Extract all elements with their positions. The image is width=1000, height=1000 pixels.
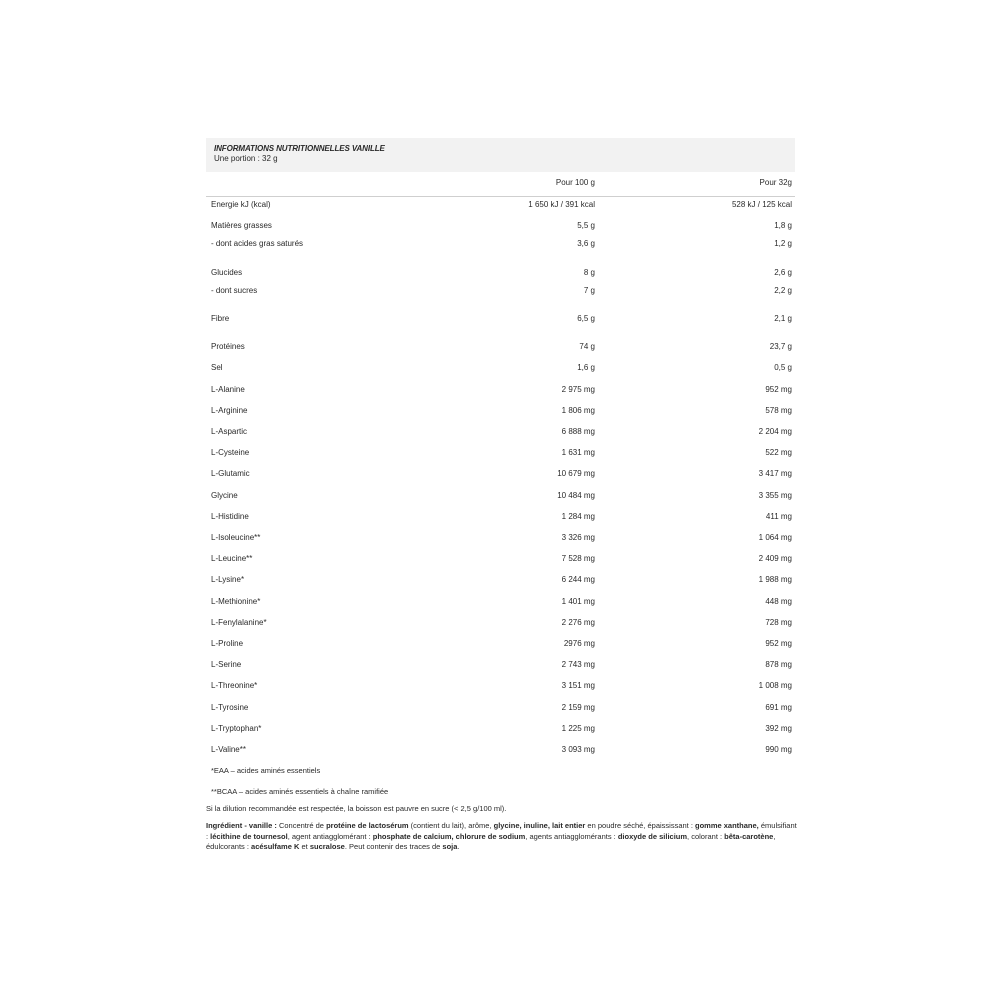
row-value-per100: 2 159 mg xyxy=(561,703,595,712)
row-label: L-Threonine* xyxy=(211,681,258,690)
row-value-per100: 7 g xyxy=(583,286,595,295)
ingredients-segment: en poudre séché, épaississant : xyxy=(585,821,695,830)
ingredients-segment: émulsifiant : xyxy=(206,821,797,841)
row-value-per100: 6 244 mg xyxy=(561,575,595,584)
ingredient-highlight: dioxyde de silicium xyxy=(617,831,688,841)
row-value-per-serving: 878 mg xyxy=(765,660,792,669)
ingredients-segment: , agent antiagglomérant : xyxy=(287,831,373,841)
row-value-per-serving: 2,1 g xyxy=(774,314,792,323)
row-value-per-serving: 691 mg xyxy=(765,703,792,712)
row-value-per-serving: 1 988 mg xyxy=(758,575,792,584)
table-row xyxy=(206,659,795,671)
ingredients-segment: Concentré de xyxy=(278,821,327,830)
row-label: L-Aspartic xyxy=(211,427,248,436)
table-row xyxy=(206,574,795,586)
column-header-per100: Pour 100 g xyxy=(555,178,595,187)
ingredient-highlight: sucralose xyxy=(309,842,345,851)
ingredient-highlight: lécithine de tournesol xyxy=(210,831,288,841)
table-row xyxy=(206,405,795,417)
table-row xyxy=(206,426,795,438)
ingredient-highlight: bêta-carotène xyxy=(724,831,774,841)
table-row xyxy=(206,238,795,250)
table-row xyxy=(206,199,795,211)
row-value-per100: 10 484 mg xyxy=(557,491,595,500)
table-row xyxy=(206,723,795,735)
row-label: L-Cysteine xyxy=(211,448,250,457)
dilution-note: Si la dilution recommandée est respectée, la boisson est pauvre en sucre (< 2,5 g/100 ml). xyxy=(206,804,507,813)
table-row xyxy=(206,596,795,608)
ingredients-segment: , agents antiagglomérants : xyxy=(525,831,618,841)
row-label: L-Tyrosine xyxy=(211,703,249,712)
table-row xyxy=(206,285,795,297)
table-row xyxy=(206,511,795,523)
table-row xyxy=(206,490,795,502)
row-value-per-serving: 448 mg xyxy=(765,597,792,606)
row-label: L-Proline xyxy=(211,639,244,648)
table-row xyxy=(206,220,795,232)
row-label: L-Valine** xyxy=(211,745,246,754)
row-label: L-Serine xyxy=(211,660,242,669)
row-label: Sel xyxy=(211,363,223,372)
table-row xyxy=(206,638,795,650)
ingredient-highlight: phosphate de calcium, chlorure de sodium xyxy=(372,831,526,841)
row-value-per100: 2976 mg xyxy=(563,639,595,648)
table-row xyxy=(206,553,795,565)
row-value-per-serving: 990 mg xyxy=(765,745,792,754)
row-label: L-Leucine** xyxy=(211,554,253,563)
row-value-per100: 6,5 g xyxy=(577,314,595,323)
table-row xyxy=(206,341,795,353)
row-value-per-serving: 1,2 g xyxy=(774,239,792,248)
row-value-per-serving: 1 008 mg xyxy=(758,681,792,690)
row-value-per100: 1 401 mg xyxy=(561,597,595,606)
row-value-per-serving: 23,7 g xyxy=(769,342,792,351)
column-header-per-serving: Pour 32g xyxy=(759,178,792,187)
row-value-per100: 5,5 g xyxy=(577,221,595,230)
ingredients-segment: et xyxy=(299,842,310,851)
table-row xyxy=(206,532,795,544)
row-label: L-Lysine* xyxy=(211,575,245,584)
row-value-per-serving: 3 355 mg xyxy=(758,491,792,500)
ingredients-segment: . Peut contenir des traces de xyxy=(344,842,443,851)
table-row xyxy=(206,702,795,714)
eaa-note: *EAA – acides aminés essentiels xyxy=(211,766,321,775)
row-label: L-Tryptophan* xyxy=(211,724,262,733)
row-value-per100: 2 743 mg xyxy=(561,660,595,669)
table-row xyxy=(206,468,795,480)
row-label: L-Isoleucine** xyxy=(211,533,261,542)
row-value-per100: 7 528 mg xyxy=(561,554,595,563)
row-label: Glycine xyxy=(211,491,238,500)
row-value-per-serving: 952 mg xyxy=(765,639,792,648)
row-value-per100: 10 679 mg xyxy=(557,469,595,478)
row-value-per-serving: 578 mg xyxy=(765,406,792,415)
table-row xyxy=(206,384,795,396)
page-title: INFORMATIONS NUTRITIONNELLES VANILLE xyxy=(214,144,385,153)
row-value-per-serving: 392 mg xyxy=(765,724,792,733)
ingredients-segment: (contient du lait), arôme, xyxy=(408,821,494,830)
row-value-per100: 1 284 mg xyxy=(561,512,595,521)
row-value-per100: 1 806 mg xyxy=(561,406,595,415)
table-row xyxy=(206,680,795,692)
ingredient-highlight: glycine, inuline, lait entier xyxy=(493,821,586,830)
row-value-per-serving: 3 417 mg xyxy=(758,469,792,478)
row-value-per100: 3,6 g xyxy=(577,239,595,248)
row-label: L-Arginine xyxy=(211,406,248,415)
row-value-per100: 2 975 mg xyxy=(561,385,595,394)
row-value-per100: 74 g xyxy=(579,342,595,351)
serving-size: Une portion : 32 g xyxy=(214,154,278,163)
row-value-per100: 3 326 mg xyxy=(561,533,595,542)
row-value-per100: 2 276 mg xyxy=(561,618,595,627)
row-value-per100: 1 650 kJ / 391 kcal xyxy=(528,200,595,209)
row-label: Matières grasses xyxy=(211,221,272,230)
row-value-per-serving: 952 mg xyxy=(765,385,792,394)
ingredients-heading: Ingrédient - vanille : xyxy=(206,821,279,830)
row-value-per-serving: 2 204 mg xyxy=(758,427,792,436)
row-value-per-serving: 1,8 g xyxy=(774,221,792,230)
row-value-per100: 8 g xyxy=(583,268,595,277)
table-row xyxy=(206,744,795,756)
row-value-per100: 3 093 mg xyxy=(561,745,595,754)
row-label: L-Methionine* xyxy=(211,597,261,606)
table-row xyxy=(206,313,795,325)
table-row xyxy=(206,447,795,459)
row-label: - dont acides gras saturés xyxy=(211,239,304,248)
row-value-per-serving: 728 mg xyxy=(765,618,792,627)
row-label: L-Glutamic xyxy=(211,469,250,478)
row-label: L-Fenylalanine* xyxy=(211,618,267,627)
bcaa-note: **BCAA – acides aminés essentiels à chaîne ramifiée xyxy=(211,787,389,796)
row-value-per-serving: 2 409 mg xyxy=(758,554,792,563)
row-value-per-serving: 528 kJ / 125 kcal xyxy=(731,200,792,209)
row-value-per-serving: 522 mg xyxy=(765,448,792,457)
ingredients-segment: . xyxy=(457,842,460,851)
row-label: Energie kJ (kcal) xyxy=(211,200,271,209)
ingredients-segment: , édulcorants : xyxy=(206,831,776,851)
row-label: Protéines xyxy=(211,342,245,351)
ingredients-segment: , colorant : xyxy=(687,831,725,841)
row-value-per100: 1 225 mg xyxy=(561,724,595,733)
row-value-per100: 6 888 mg xyxy=(561,427,595,436)
row-value-per100: 1 631 mg xyxy=(561,448,595,457)
row-label: L-Alanine xyxy=(211,385,245,394)
nutrition-table xyxy=(206,0,795,800)
row-label: L-Histidine xyxy=(211,512,249,521)
row-value-per-serving: 0,5 g xyxy=(774,363,792,372)
table-row xyxy=(206,267,795,279)
row-value-per-serving: 2,2 g xyxy=(774,286,792,295)
ingredient-highlight: gomme xanthane, xyxy=(695,821,759,830)
ingredient-allergen: soja xyxy=(442,842,458,851)
row-label: - dont sucres xyxy=(211,286,258,295)
row-label: Glucides xyxy=(211,268,243,277)
ingredients-text xyxy=(206,821,798,853)
row-value-per-serving: 2,6 g xyxy=(774,268,792,277)
ingredient-highlight: acésulfame K xyxy=(251,842,300,851)
row-label: Fibre xyxy=(211,314,230,323)
row-value-per100: 3 151 mg xyxy=(561,681,595,690)
row-value-per-serving: 411 mg xyxy=(765,512,792,521)
ingredient-allergen: protéine de lactosérum xyxy=(326,821,409,830)
table-row xyxy=(206,617,795,629)
row-value-per100: 1,6 g xyxy=(577,363,595,372)
row-value-per-serving: 1 064 mg xyxy=(758,533,792,542)
table-row xyxy=(206,362,795,374)
